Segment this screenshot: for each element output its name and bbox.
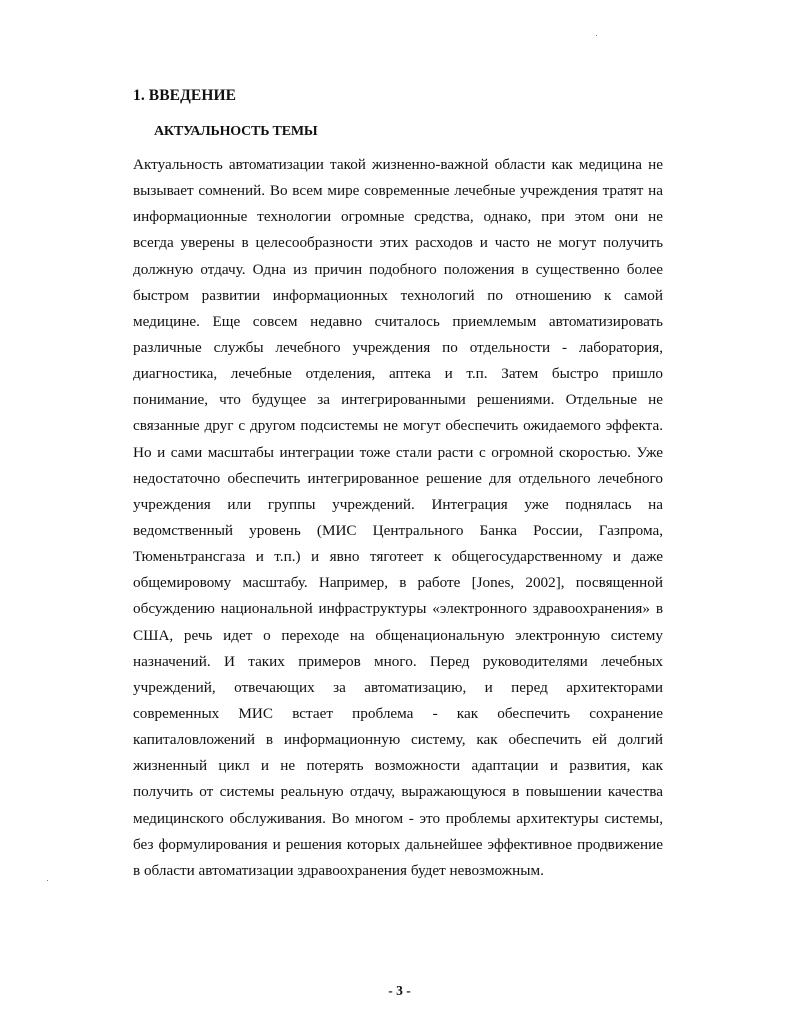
paragraph-line: быстром развитии информационных технологий по отношению к самой [133,286,663,304]
subsection-heading: АКТУАЛЬНОСТЬ ТЕМЫ [154,124,318,139]
paragraph-line: капиталовложений в информационную систему, как обеспечить ей долгий [133,731,663,749]
paragraph-line: различные службы лечебного учреждения по отдельности - лаборатория, [133,338,663,356]
paragraph-line: информационные технологии огромные средства, однако, при этом они не [133,208,663,226]
body-paragraph [133,152,663,884]
scan-speck [596,35,597,36]
paragraph-line: медицинского обслуживания. Во многом - это проблемы архитектуры системы, [133,809,663,827]
paragraph-line: США, речь идет о переходе на общенациональную электронную систему [133,626,663,644]
paragraph-line: должную отдачу. Одна из причин подобного положения в существенно более [133,260,663,278]
paragraph-line: понимание, что будущее за интегрированными решениями. Отдельные не [133,391,663,409]
paragraph-line: ведомственный уровень (МИС Центрального Банка России, Газпрома, [133,521,663,539]
paragraph-line: жизненный цикл и не потерять возможности адаптации и развития, как [133,757,663,775]
paragraph-line: диагностика, лечебные отделения, аптека и т.п. Затем быстро пришло [133,365,663,383]
paragraph-line: Тюменьтрансгаза и т.п.) и явно тяготеет к общегосударственному и даже [133,548,663,566]
scan-speck [47,880,48,881]
page-number: - 3 - [388,983,411,998]
paragraph-line: современных МИС встает проблема - как обеспечить сохранение [133,704,663,722]
paragraph-line: учреждений, отвечающих за автоматизацию, и перед архитекторами [133,678,663,696]
paragraph-line: обсуждению национальной инфраструктуры «электронного здравоохранения» в [133,600,663,618]
paragraph-line: без формулирования и решения которых дальнейшее эффективное продвижение [133,835,663,853]
paragraph-line: получить от системы реальную отдачу, выражающуюся в повышении качества [133,783,663,801]
paragraph-line: в области автоматизации здравоохранения будет невозможным. [133,861,544,879]
paragraph-line: общемировому масштабу. Например, в работе [Jones, 2002], посвященной [133,574,663,592]
paragraph-line: всегда уверены в целесообразности этих расходов и часто не могут получить [133,234,663,252]
paragraph-line: медицине. Еще совсем недавно считалось приемлемым автоматизировать [133,312,663,330]
section-heading: 1. ВВЕДЕНИЕ [133,87,237,104]
paragraph-line: назначений. И таких примеров много. Перед руководителями лечебных [133,652,663,670]
paragraph-line: недостаточно обеспечить интегрированное решение для отдельного лечебного [133,469,663,487]
paragraph-line: вызывает сомнений. Во всем мире современные лечебные учреждения тратят на [133,182,663,200]
paragraph-line: Но и сами масштабы интеграции тоже стали расти с огромной скоростью. Уже [133,443,663,461]
paragraph-line: связанные друг с другом подсистемы не могут обеспечить ожидаемого эффекта. [133,417,663,435]
paragraph-line: Актуальность автоматизации такой жизненно-важной области как медицина не [133,156,663,173]
paragraph-line: учреждения или группы учреждений. Интеграция уже поднялась на [133,495,663,513]
